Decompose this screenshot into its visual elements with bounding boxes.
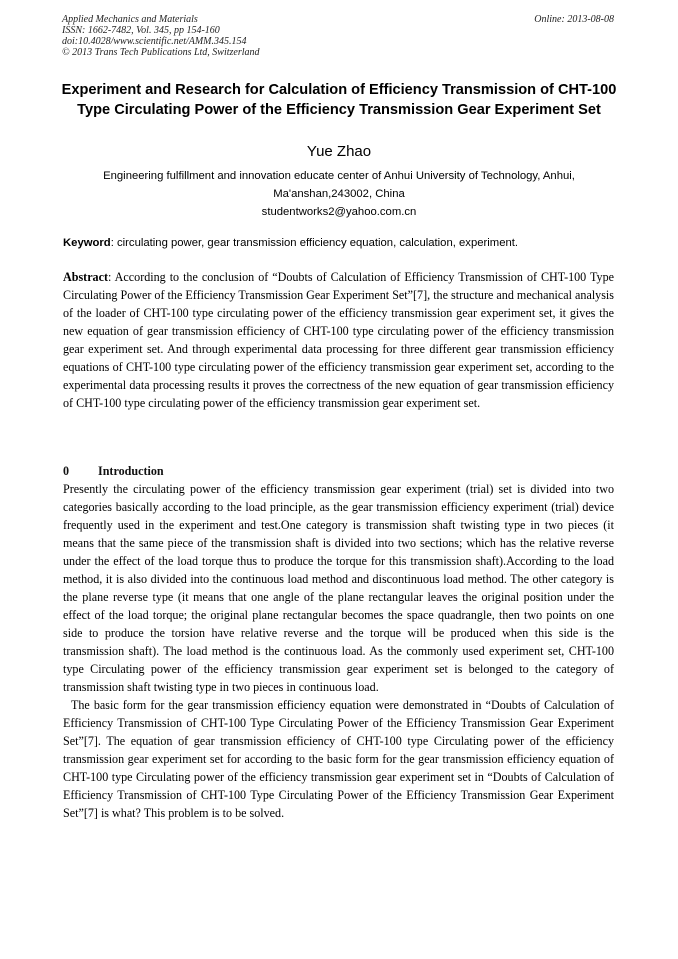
keyword-text: : circulating power, gear transmission efficiency equation, calculation, experiment. — [110, 237, 519, 249]
abstract-text: : According to the conclusion of “Doubts of Calculation of Efficiency Transmission of CHT-100 Type Circulating Power of the Efficiency Transmission Gear Experiment Set”[7], the structure and mechanical analysis of the loader of CHT-100 type circulating power of the efficiency transmission gear experiment set, it gives the new equation of gear transmission efficiency of CHT-100 type circulating power of the efficiency transmission gear experiment set. And through experimental data processing for three different gear transmission efficiency equations of CHT-100 type circulating power of the efficiency transmission gear experiment set, according to the experimental data processing results it proves the correctness of the new equation of gear transmission efficiency of CHT-100 type circulating power of the efficiency transmission gear experiment set. — [63, 270, 614, 410]
author-email: studentworks2@yahoo.com.cn — [261, 206, 417, 218]
doi-line: doi:10.4028/www.scientific.net/AMM.345.154 — [62, 36, 247, 47]
journal-header — [62, 14, 260, 58]
paper-title: Experiment and Research for Calculation of Efficiency Transmission of CHT-100 Type Circulating Power of the Efficiency Transmission Gear Experiment Set — [61, 82, 617, 118]
affiliation-line-1: Engineering fulfillment and innovation educate center of Anhui University of Technology, Anhui, — [103, 170, 575, 182]
copyright-line: © 2013 Trans Tech Publications Ltd, Switzerland — [62, 47, 260, 58]
keyword-label: Keyword — [63, 237, 111, 249]
affiliation-line-2: Ma'anshan,243002, China — [273, 188, 405, 200]
journal-name: Applied Mechanics and Materials — [62, 14, 198, 25]
intro-paragraph-2: The basic form for the gear transmission efficiency equation were demonstrated in “Doubts of Calculation of Efficiency Transmission of CHT-100 Type Circulating Power of the Efficiency Transmission Gear Experiment Set”[7]. The equation of gear transmission efficiency of CHT-100 type Circulating power of the efficiency transmission gear experiment set for according to the basic form for the gear transmission efficiency equation of CHT-100 type Circulating power of the efficiency transmission gear experiment set in “Doubts of Calculation of Efficiency Transmission of CHT-100 Type Circulating Power of the Efficiency Transmission Gear Experiment Set”[7] is what? This problem is to be solved. — [63, 698, 614, 820]
section-number: 0 — [63, 464, 70, 478]
section-heading — [63, 462, 164, 480]
abstract-label: Abstract — [63, 270, 109, 284]
keywords — [63, 235, 619, 251]
author-name: Yue Zhao — [306, 143, 372, 160]
introduction-body — [63, 480, 614, 822]
intro-paragraph-1: Presently the circulating power of the efficiency transmission gear experiment (trial) set is divided into two categories basically according to the load principle, as the gear transmission efficiency experiment (trial) device frequently used in the experiment and test.One category is transmission shaft twisting type in two pieces (it means that the same piece of the transmission shaft is divided into two sections; which has the relative reverse under the effect of the load torque thus to produce the torque for this transmission shaft).According to the load method, it is also divided into the continuous load method and discontinuous load method. The other category is the plane reverse type (it means that one angle of the plane rectangular leaves the original position under the effect of the load torque; the original plane rectangular becomes the space quadrangle, then two points on one side to produce the torsion have relative reverse and the torque will be produced when this side is the transmission shaft). The load method is the continuous load. As the commonly used experiment set, CHT-100 type Circulating power of the efficiency transmission gear experiment set is belonged to the category of transmission shaft twisting type in two pieces in continuous load. — [63, 482, 614, 694]
affiliation — [60, 167, 618, 221]
online-date: Online: 2013-08-08 — [534, 14, 614, 25]
abstract — [63, 268, 614, 412]
issn-line: ISSN: 1662-7482, Vol. 345, pp 154-160 — [62, 25, 220, 36]
section-title: Introduction — [98, 464, 164, 478]
